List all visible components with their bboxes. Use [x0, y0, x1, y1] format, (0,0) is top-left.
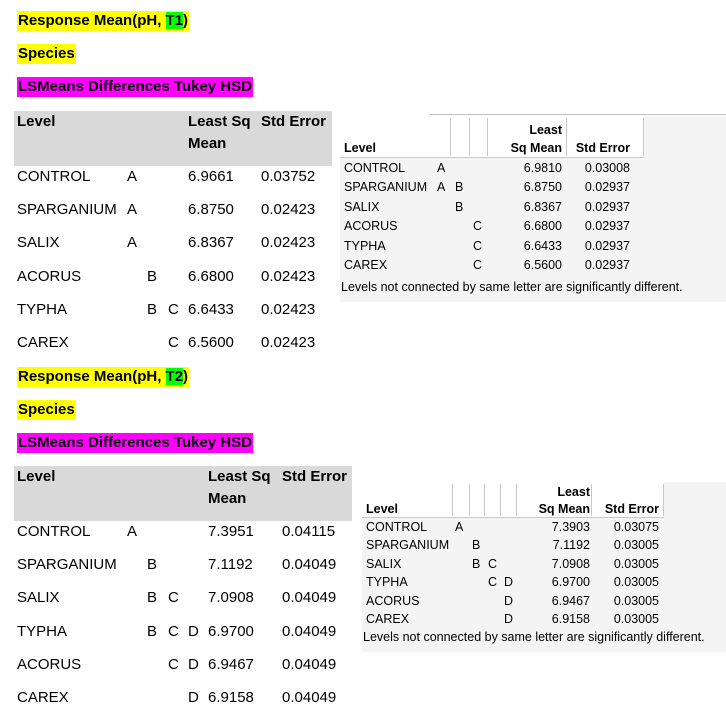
jmp-footnote: Levels not connected by same letter are significantly different. — [363, 630, 705, 644]
test-title: LSMeans Differences Tukey HSD — [18, 78, 252, 95]
row-lsmean: 6.6433 — [188, 300, 234, 318]
group-letter: D — [188, 622, 199, 640]
header-lsmean-line1: Least Sq — [208, 468, 271, 485]
row-level: TYPHA — [344, 238, 386, 253]
row-level: SALIX — [366, 556, 402, 571]
row-level: SPARGANIUM — [366, 538, 450, 553]
row-level: TYPHA — [366, 575, 408, 590]
row-lsmean: 6.6800 — [523, 219, 562, 234]
row-level: CAREX — [344, 258, 388, 272]
row-stderr: 0.02423 — [261, 201, 316, 219]
response-title-prefix: Response Mean(pH, — [18, 12, 166, 29]
group-letter: C — [168, 300, 179, 318]
group-letter: C — [168, 655, 179, 673]
jmp-col-divider — [566, 118, 567, 156]
row-stderr: 0.04049 — [282, 622, 337, 640]
group-letter: D — [504, 593, 514, 608]
group-letter: A — [127, 201, 138, 219]
group-letter: C — [168, 334, 179, 351]
row-stderr: 0.02423 — [261, 234, 316, 252]
row-lsmean: 7.0908 — [551, 556, 590, 571]
row-stderr: 0.03008 — [584, 161, 630, 175]
group-letter: C — [168, 622, 179, 640]
header-stderr: Std Error — [261, 113, 327, 130]
row-lsmean: 6.9467 — [208, 655, 254, 673]
jmp-header-stderr: Std Error — [575, 141, 630, 155]
row-level: CONTROL — [366, 520, 428, 534]
jmp-col-divider — [469, 484, 470, 516]
row-level: CONTROL — [17, 523, 91, 540]
row-lsmean: 6.9467 — [551, 593, 590, 608]
row-stderr: 0.04049 — [282, 589, 337, 607]
jmp-header-lsmean-line2: Sq Mean — [538, 502, 590, 516]
jmp-col-divider — [469, 118, 470, 156]
group-letter: D — [504, 575, 514, 590]
factor-title: Species — [18, 401, 75, 418]
jmp-header-rule — [362, 517, 664, 518]
header-lsmean-line2: Mean — [208, 490, 247, 507]
row-stderr: 0.02937 — [584, 199, 630, 214]
jmp-col-divider — [663, 484, 664, 516]
group-letter: B — [147, 622, 158, 640]
jmp-col-divider — [643, 118, 644, 156]
row-level: ACORUS — [366, 593, 420, 608]
row-stderr: 0.04115 — [282, 523, 336, 540]
jmp-col-divider — [500, 484, 501, 516]
row-stderr: 0.03005 — [613, 575, 659, 590]
jmp-header-lsmean-line2: Sq Mean — [510, 141, 562, 155]
row-stderr: 0.02423 — [261, 334, 316, 351]
group-letter: C — [473, 219, 483, 234]
response-title-suffix: ) — [183, 12, 189, 29]
row-stderr: 0.03005 — [613, 593, 659, 608]
row-lsmean: 7.1192 — [552, 538, 590, 553]
group-letter: B — [455, 199, 464, 214]
response-title — [17, 367, 189, 387]
response-title-suffix: ) — [183, 368, 189, 385]
row-lsmean: 6.5600 — [523, 258, 562, 272]
jmp-header-level: Level — [344, 141, 376, 155]
jmp-header-stderr: Std Error — [604, 502, 659, 516]
row-level: CAREX — [366, 612, 410, 626]
row-lsmean: 7.1192 — [208, 556, 253, 574]
row-stderr: 0.02423 — [261, 267, 316, 285]
group-letter: B — [147, 267, 158, 285]
row-stderr: 0.04049 — [282, 689, 337, 706]
group-letter: D — [188, 655, 199, 673]
row-level: SPARGANIUM — [344, 180, 428, 195]
row-level: TYPHA — [17, 622, 68, 640]
group-letter: B — [455, 180, 464, 195]
group-letter: A — [437, 161, 446, 175]
row-stderr: 0.03005 — [613, 556, 659, 571]
group-letter: B — [147, 589, 158, 607]
response-title-prefix: Response Mean(pH, — [18, 368, 166, 385]
row-stderr: 0.04049 — [282, 556, 337, 574]
group-letter: C — [473, 258, 483, 272]
jmp-report — [362, 482, 726, 652]
group-letter: A — [127, 168, 138, 185]
group-letter: A — [437, 180, 446, 195]
row-level: ACORUS — [17, 655, 82, 673]
jmp-col-divider — [484, 484, 485, 516]
row-level: CONTROL — [17, 168, 91, 185]
row-lsmean: 7.3903 — [551, 520, 590, 534]
row-lsmean: 6.8750 — [188, 201, 234, 219]
factor-title: Species — [18, 45, 75, 62]
group-letter: B — [147, 556, 158, 574]
jmp-header-lsmean-line1: Least — [529, 123, 562, 137]
group-letter: A — [127, 234, 138, 252]
jmp-col-divider — [452, 484, 453, 516]
row-level: SALIX — [17, 234, 60, 252]
row-level: ACORUS — [17, 267, 82, 285]
row-lsmean: 7.3951 — [208, 523, 254, 540]
word-table — [14, 466, 354, 712]
row-lsmean: 6.5600 — [188, 334, 234, 351]
group-letter: B — [472, 538, 481, 553]
row-stderr: 0.04049 — [282, 655, 337, 673]
row-lsmean: 6.9700 — [208, 622, 254, 640]
jmp-header-lsmean-line1: Least — [557, 485, 590, 499]
group-letter: A — [127, 523, 138, 540]
row-level: CAREX — [17, 334, 69, 351]
row-lsmean: 6.9158 — [551, 612, 590, 626]
row-stderr: 0.02937 — [584, 238, 630, 253]
jmp-report — [340, 116, 726, 302]
row-level: CAREX — [17, 689, 69, 706]
jmp-footnote: Levels not connected by same letter are significantly different. — [341, 280, 683, 294]
row-lsmean: 6.8750 — [523, 180, 562, 195]
row-level: SALIX — [344, 199, 380, 214]
row-level: SALIX — [17, 589, 60, 607]
row-stderr: 0.02423 — [261, 300, 316, 318]
jmp-col-divider — [450, 118, 451, 156]
time-tag: T2 — [165, 368, 184, 385]
row-lsmean: 6.8367 — [523, 199, 562, 214]
row-level: CONTROL — [344, 161, 406, 175]
row-stderr: 0.03752 — [261, 168, 316, 185]
row-level: TYPHA — [17, 300, 68, 318]
row-stderr: 0.02937 — [584, 219, 630, 234]
row-lsmean: 6.9700 — [551, 575, 590, 590]
row-lsmean: 6.9810 — [523, 161, 562, 175]
row-lsmean: 6.9158 — [208, 689, 254, 706]
row-stderr: 0.02937 — [584, 258, 630, 272]
word-table — [14, 111, 334, 351]
jmp-col-divider — [516, 484, 517, 516]
row-level: SPARGANIUM — [17, 556, 117, 574]
group-letter: B — [147, 300, 158, 318]
group-letter: C — [488, 556, 498, 571]
test-title: LSMeans Differences Tukey HSD — [18, 434, 252, 451]
header-level: Level — [17, 113, 56, 130]
row-lsmean: 6.6433 — [523, 238, 562, 253]
group-letter: C — [473, 238, 483, 253]
row-stderr: 0.02937 — [584, 180, 630, 195]
jmp-header-level: Level — [366, 502, 398, 516]
header-stderr: Std Error — [282, 468, 348, 485]
jmp-top-rule — [430, 114, 726, 115]
group-letter: C — [168, 589, 179, 607]
jmp-col-divider — [591, 484, 592, 516]
header-lsmean-line1: Least Sq — [188, 113, 251, 130]
row-stderr: 0.03075 — [613, 520, 659, 534]
row-lsmean: 6.6800 — [188, 267, 234, 285]
group-letter: D — [504, 612, 514, 626]
jmp-header-rule — [340, 157, 644, 158]
header-level: Level — [17, 468, 56, 485]
row-level: ACORUS — [344, 219, 398, 234]
time-tag: T1 — [165, 12, 184, 29]
row-level: SPARGANIUM — [17, 201, 117, 219]
group-letter: C — [488, 575, 498, 590]
row-stderr: 0.03005 — [613, 538, 659, 553]
jmp-col-divider — [487, 118, 488, 156]
group-letter: B — [472, 556, 481, 571]
row-lsmean: 6.9661 — [188, 168, 234, 185]
group-letter: A — [455, 520, 464, 534]
header-lsmean-line2: Mean — [188, 135, 227, 152]
row-lsmean: 6.8367 — [188, 234, 234, 252]
row-stderr: 0.03005 — [613, 612, 659, 626]
group-letter: D — [188, 689, 199, 706]
response-title — [17, 11, 189, 31]
row-lsmean: 7.0908 — [208, 589, 254, 607]
